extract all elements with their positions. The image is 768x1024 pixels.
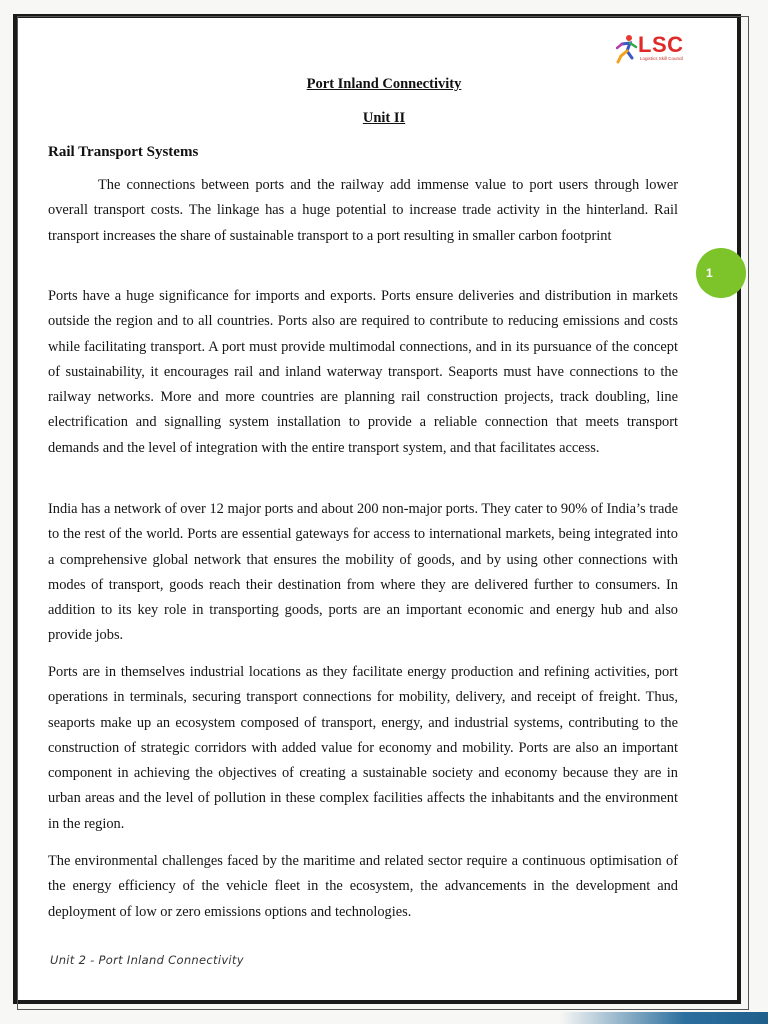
logo-text: LSC: [638, 32, 684, 57]
logo-subtitle: Logistics Skill Council: [640, 56, 684, 61]
page-footer: Unit 2 - Port Inland Connectivity: [50, 953, 244, 967]
unit-title: Unit II: [362, 110, 406, 126]
document-title: Port Inland Connectivity: [306, 76, 462, 92]
runner-logo-icon: [616, 34, 638, 64]
page-number-badge: 1: [696, 248, 746, 298]
lsc-logo: [612, 32, 692, 68]
paragraph-2: Ports have a huge significance for imports and exports. Ports ensure deliveries and distribution in markets outside the region and to all countries. Ports also are required to contribute to reducing emissions and costs while facilitating transport. A port must provide multimodal connections, and in its pursuance of the concept of sustainability, it encourages rail and inland waterway transport. Seaports must have connections to the railway networks. More and more countries are planning rail construction projects, track doubling, line electrification and signalling system installation to provide a reliable connection that meets transport demands and the level of integration with the entire transport system, and that facilitates access.: [48, 288, 678, 456]
decorative-stripe: [560, 1012, 768, 1024]
paragraph-4: Ports are in themselves industrial locations as they facilitate energy production and refining activities, port operations in terminals, securing transport connections for mobility, delivery, and receipt of freight. Thus, seaports make up an ecosystem composed of transport, energy, and industrial systems, contributing to the construction of strategic corridors with added value for economy and mobility. Ports are also an important component in achieving the objectives of creating a sustainable society and economy because they are in urban areas and the level of pollution in these complex facilities affects the inhabitants and the environment in the region.: [48, 664, 678, 832]
section-heading: Rail Transport Systems: [48, 144, 199, 160]
paragraph-5: The environmental challenges faced by the maritime and related sector require a continuous optimisation of the energy efficiency of the vehicle fleet in the ecosystem, the advancements in the development and deployment of low or zero emissions options and technologies.: [48, 853, 678, 920]
paragraph-1: The connections between ports and the railway add immense value to port users through lower overall transport costs. The linkage has a huge potential to increase trade activity in the hinterland. Rail transport increases the share of sustainable transport to a port resulting in smaller carbon footprint: [48, 177, 678, 244]
paragraph-3: India has a network of over 12 major ports and about 200 non-major ports. They cater to 90% of India’s trade to the rest of the world. Ports are essential gateways for access to international markets, being integrated into a comprehensive global network that ensures the mobility of goods, and by using other connections with modes of transport, goods reach their destination from where they are delivered further to consumers. In addition to its key role in transporting goods, ports are an important economic and energy hub and also provide jobs.: [48, 501, 678, 644]
